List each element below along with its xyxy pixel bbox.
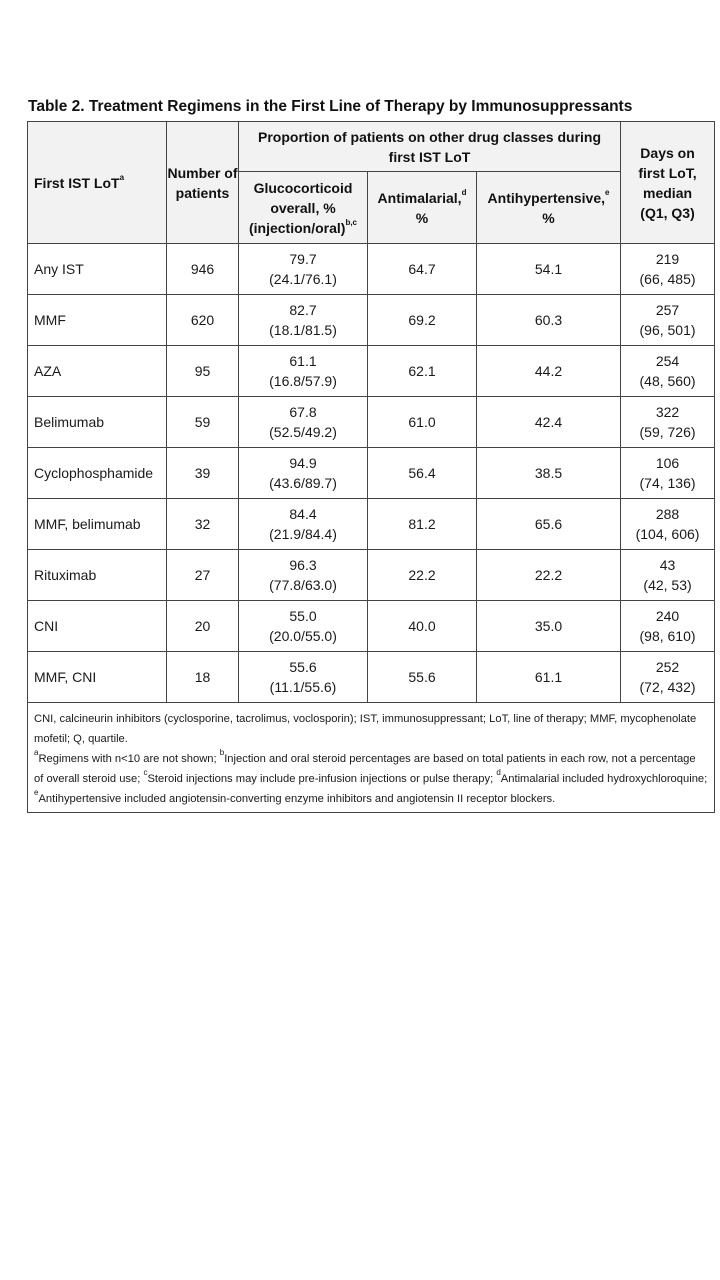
cell-antimalarial: 61.0	[368, 397, 477, 448]
cell-regimen: MMF, CNI	[28, 652, 167, 703]
cell-number-of-patients: 20	[167, 601, 239, 652]
cell-antihypertensive: 60.3	[477, 295, 621, 346]
header-first-ist-lot: First IST LoT$^a$	[28, 122, 167, 244]
table-row	[28, 244, 715, 295]
cell-number-of-patients: 946	[167, 244, 239, 295]
cell-number-of-patients: 620	[167, 295, 239, 346]
table-row	[28, 346, 715, 397]
regimens-table	[27, 121, 715, 813]
table-row	[28, 550, 715, 601]
cell-glucocorticoid: 67.8 (52.5/49.2)	[239, 397, 368, 448]
table-body	[28, 244, 715, 703]
footnote-abbreviations: CNI, calcineurin inhibitors (cyclosporine, tacrolimus, voclosporin); IST, immunosuppressant; LoT, line of therapy; MMF, mycophenolate mofetil; Q, quartile.	[34, 713, 697, 745]
cell-antimalarial: 64.7	[368, 244, 477, 295]
cell-glucocorticoid: 55.0 (20.0/55.0)	[239, 601, 368, 652]
cell-glucocorticoid: 55.6 (11.1/55.6)	[239, 652, 368, 703]
cell-days-on-first-lot: 288 (104, 606)	[621, 499, 715, 550]
cell-antihypertensive: 65.6	[477, 499, 621, 550]
cell-antihypertensive: 22.2	[477, 550, 621, 601]
cell-antimalarial: 55.6	[368, 652, 477, 703]
cell-regimen: CNI	[28, 601, 167, 652]
header-proportion-group: Proportion of patients on other drug classes during first IST LoT	[239, 122, 621, 172]
table-row	[28, 448, 715, 499]
footnote-details: $^a$Regimens with n<10 are not shown; $^b$Injection and oral steroid percentages are based on total patients in each row, not a percentage of overall steroid use; $^c$Steroid injections may include pre-infusion injections or pulse therapy; $^d$Antimalarial included hydroxychloroquine; $^e$Antihypertensive included angiotensin-converting enzyme inhibitors and angiotensin II receptor blockers.	[34, 748, 708, 805]
cell-regimen: MMF, belimumab	[28, 499, 167, 550]
header-glucocorticoid: Glucocorticoid overall, % (injection/oral)$^{b,c}$	[239, 172, 368, 244]
cell-number-of-patients: 59	[167, 397, 239, 448]
cell-glucocorticoid: 96.3 (77.8/63.0)	[239, 550, 368, 601]
cell-antihypertensive: 35.0	[477, 601, 621, 652]
cell-antihypertensive: 42.4	[477, 397, 621, 448]
table-row	[28, 652, 715, 703]
cell-days-on-first-lot: 257 (96, 501)	[621, 295, 715, 346]
cell-antimalarial: 22.2	[368, 550, 477, 601]
table-row	[28, 499, 715, 550]
cell-antimalarial: 69.2	[368, 295, 477, 346]
cell-antimalarial: 62.1	[368, 346, 477, 397]
cell-days-on-first-lot: 43 (42, 53)	[621, 550, 715, 601]
header-days-on-first-lot: Days on first LoT, median (Q1, Q3)	[621, 122, 715, 244]
cell-antihypertensive: 44.2	[477, 346, 621, 397]
cell-number-of-patients: 18	[167, 652, 239, 703]
table-row	[28, 601, 715, 652]
table-row	[28, 295, 715, 346]
cell-days-on-first-lot: 322 (59, 726)	[621, 397, 715, 448]
header-antihypertensive: Antihypertensive,$^e$ %	[477, 172, 621, 244]
cell-days-on-first-lot: 106 (74, 136)	[621, 448, 715, 499]
cell-antimalarial: 40.0	[368, 601, 477, 652]
table-row	[28, 397, 715, 448]
cell-glucocorticoid: 79.7 (24.1/76.1)	[239, 244, 368, 295]
cell-antimalarial: 81.2	[368, 499, 477, 550]
footnotes	[28, 703, 715, 813]
cell-regimen: Belimumab	[28, 397, 167, 448]
cell-days-on-first-lot: 219 (66, 485)	[621, 244, 715, 295]
cell-glucocorticoid: 94.9 (43.6/89.7)	[239, 448, 368, 499]
cell-days-on-first-lot: 252 (72, 432)	[621, 652, 715, 703]
cell-regimen: AZA	[28, 346, 167, 397]
cell-antihypertensive: 38.5	[477, 448, 621, 499]
cell-regimen: Cyclophosphamide	[28, 448, 167, 499]
cell-glucocorticoid: 84.4 (21.9/84.4)	[239, 499, 368, 550]
cell-glucocorticoid: 61.1 (16.8/57.9)	[239, 346, 368, 397]
cell-regimen: MMF	[28, 295, 167, 346]
header-number-of-patients: Number of patients	[167, 122, 239, 244]
cell-regimen: Any IST	[28, 244, 167, 295]
header-antimalarial: Antimalarial,$^d$ %	[368, 172, 477, 244]
cell-antimalarial: 56.4	[368, 448, 477, 499]
cell-regimen: Rituximab	[28, 550, 167, 601]
cell-days-on-first-lot: 240 (98, 610)	[621, 601, 715, 652]
cell-antihypertensive: 54.1	[477, 244, 621, 295]
cell-number-of-patients: 32	[167, 499, 239, 550]
cell-glucocorticoid: 82.7 (18.1/81.5)	[239, 295, 368, 346]
cell-days-on-first-lot: 254 (48, 560)	[621, 346, 715, 397]
cell-number-of-patients: 27	[167, 550, 239, 601]
cell-antihypertensive: 61.1	[477, 652, 621, 703]
cell-number-of-patients: 39	[167, 448, 239, 499]
cell-number-of-patients: 95	[167, 346, 239, 397]
table-title: Table 2. Treatment Regimens in the First Line of Therapy by Immunosuppressants	[28, 98, 633, 115]
